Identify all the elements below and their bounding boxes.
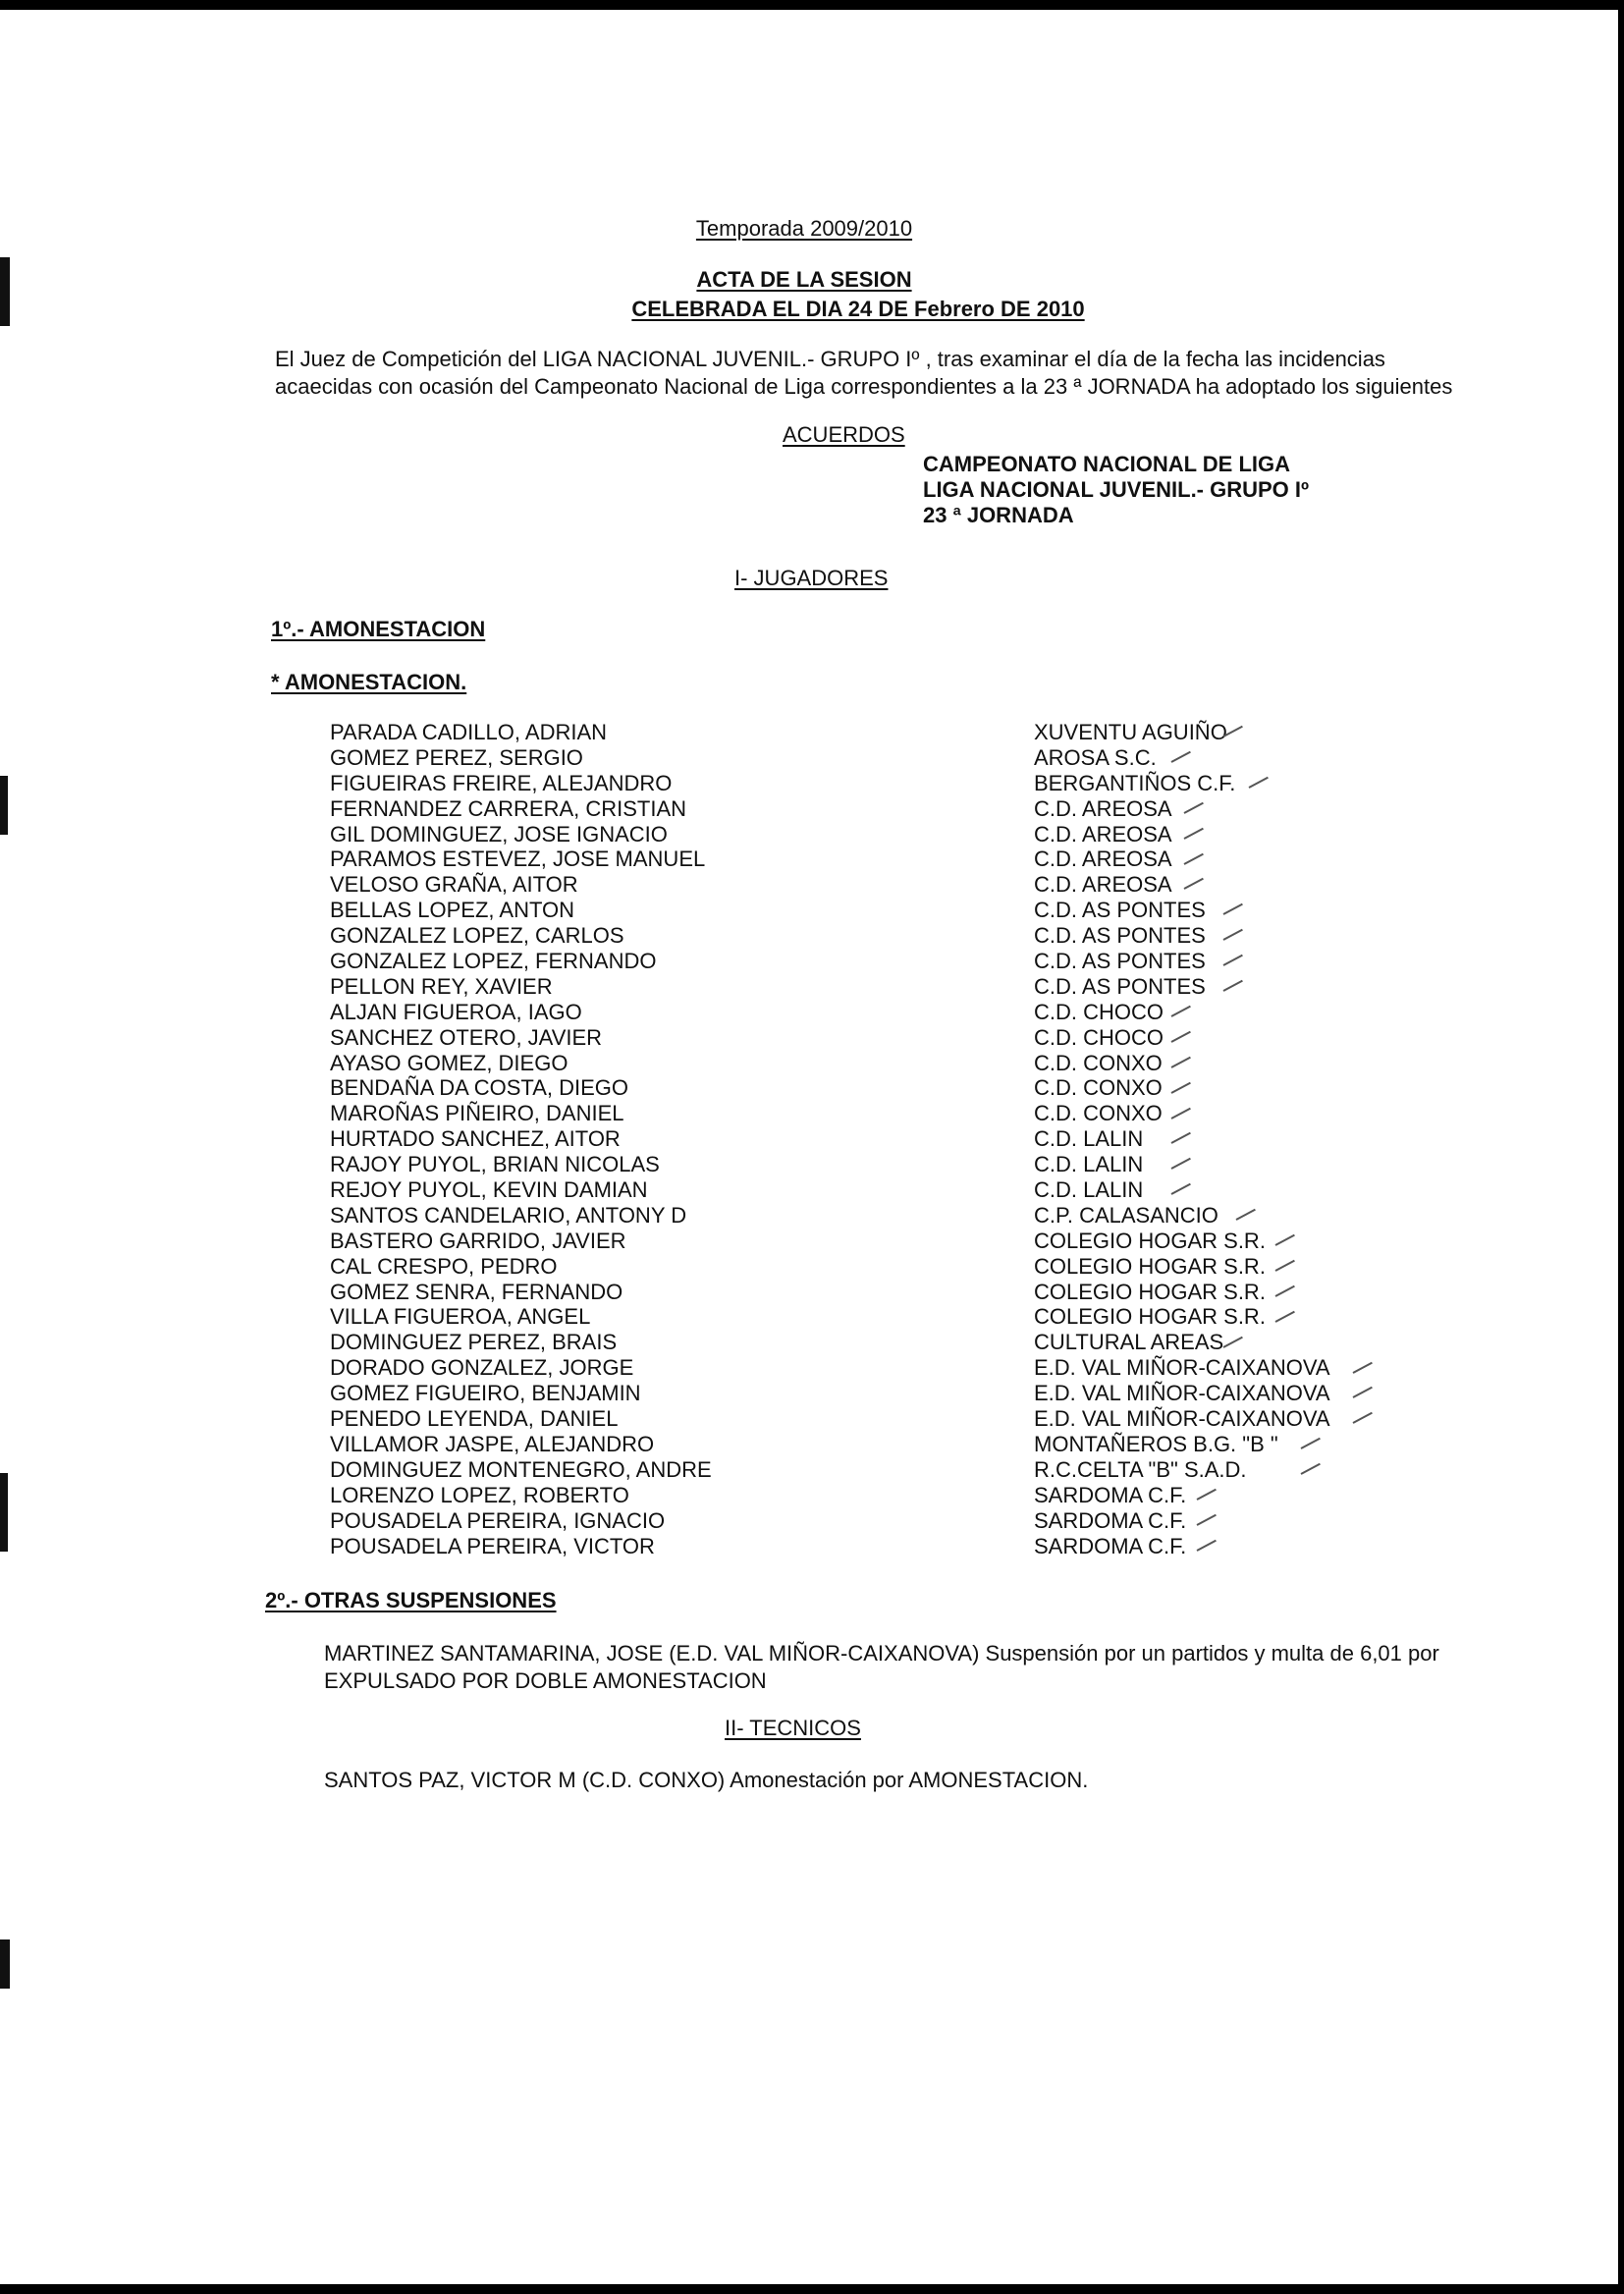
scan-border-right (1618, 0, 1624, 2294)
player-club: R.C.CELTA "B" S.A.D. (1034, 1456, 1247, 1482)
player-name: GIL DOMINGUEZ, JOSE IGNACIO (330, 821, 668, 847)
player-club: COLEGIO HOGAR S.R. (1034, 1304, 1266, 1330)
scan-border-top (0, 0, 1624, 10)
player-name: VILLA FIGUEROA, ANGEL (330, 1304, 591, 1330)
player-name: PARADA CADILLO, ADRIAN (330, 720, 608, 744)
scan-edge-mark (0, 776, 8, 835)
player-name: VELOSO GRAÑA, AITOR (330, 872, 578, 898)
player-club: C.D. CONXO (1034, 1050, 1163, 1075)
heading-amonestacion: 1º.- AMONESTACION (271, 617, 486, 641)
player-club: C.D. AREOSA (1034, 847, 1172, 872)
competition-league: LIGA NACIONAL JUVENIL.- GRUPO Iº (923, 477, 1310, 502)
player-club: C.D. AS PONTES (1034, 973, 1206, 999)
scan-edge-mark (0, 1939, 10, 1989)
suspension-line-1: MARTINEZ SANTAMARINA, JOSE (E.D. VAL MIÑOR-CAIXANOVA) Suspensión por un partidos y multa de 6,01 por (324, 1641, 1439, 1666)
player-name: VILLAMOR JASPE, ALEJANDRO (330, 1431, 655, 1456)
intro-line-1: El Juez de Competición del LIGA NACIONAL JUVENIL.- GRUPO Iº , tras examinar el día de la fecha las incidencias (275, 347, 1385, 371)
player-name: BELLAS LOPEZ, ANTON (330, 898, 575, 923)
season-title: Temporada 2009/2010 (695, 216, 913, 241)
player-club: C.D. AREOSA (1034, 821, 1172, 847)
player-club: C.D. AS PONTES (1034, 898, 1206, 923)
player-name: BASTERO GARRIDO, JAVIER (330, 1228, 626, 1253)
section-technicians: II- TECNICOS (725, 1716, 861, 1740)
player-club: COLEGIO HOGAR S.R. (1034, 1253, 1266, 1279)
player-name: SANCHEZ OTERO, JAVIER (330, 1024, 603, 1050)
player-club: CULTURAL AREAS (1034, 1330, 1224, 1355)
player-name: DORADO GONZALEZ, JORGE (330, 1355, 634, 1381)
player-name: HURTADO SANCHEZ, AITOR (330, 1126, 621, 1152)
player-name: AYASO GOMEZ, DIEGO (330, 1050, 568, 1075)
player-name: GONZALEZ LOPEZ, FERNANDO (330, 949, 657, 974)
player-name: GONZALEZ LOPEZ, CARLOS (330, 923, 624, 949)
player-name: RAJOY PUYOL, BRIAN NICOLAS (330, 1152, 660, 1177)
player-name: SANTOS CANDELARIO, ANTONY D (330, 1202, 687, 1228)
player-club: C.P. CALASANCIO (1034, 1202, 1218, 1228)
subheading-amonestacion: * AMONESTACION. (271, 670, 467, 694)
suspension-line-2: EXPULSADO POR DOBLE AMONESTACION (324, 1668, 767, 1693)
competition-name: CAMPEONATO NACIONAL DE LIGA (923, 452, 1291, 476)
player-name: REJOY PUYOL, KEVIN DAMIAN (330, 1177, 648, 1203)
player-club-list (1034, 720, 1544, 1558)
scan-edge-mark (0, 1473, 8, 1552)
player-club: C.D. LALIN (1034, 1177, 1144, 1203)
player-name: POUSADELA PEREIRA, VICTOR (330, 1533, 655, 1558)
player-club: MONTAÑEROS B.G. "B " (1034, 1431, 1278, 1456)
player-club: AROSA S.C. (1034, 744, 1157, 770)
player-name: ALJAN FIGUEROA, IAGO (330, 999, 582, 1024)
scan-border-bottom (0, 2284, 1624, 2294)
player-club: XUVENTU AGUIÑO (1034, 720, 1227, 744)
player-name: GOMEZ SENRA, FERNANDO (330, 1279, 623, 1304)
player-name: MAROÑAS PIÑEIRO, DANIEL (330, 1101, 624, 1126)
player-name: PENEDO LEYENDA, DANIEL (330, 1406, 619, 1432)
player-club: COLEGIO HOGAR S.R. (1034, 1279, 1266, 1304)
technician-line: SANTOS PAZ, VICTOR M (C.D. CONXO) Amonestación por AMONESTACION. (324, 1768, 1089, 1792)
acta-title: ACTA DE LA SESION (696, 267, 912, 292)
section-players: I- JUGADORES (734, 566, 889, 590)
player-name: FIGUEIRAS FREIRE, ALEJANDRO (330, 770, 673, 795)
player-club: E.D. VAL MIÑOR-CAIXANOVA (1034, 1355, 1330, 1381)
player-club: E.D. VAL MIÑOR-CAIXANOVA (1034, 1406, 1330, 1432)
player-name-list (330, 720, 958, 1558)
player-club: C.D. CONXO (1034, 1101, 1163, 1126)
player-club: C.D. CONXO (1034, 1075, 1163, 1101)
player-club: C.D. CHOCO (1034, 999, 1164, 1024)
player-name: CAL CRESPO, PEDRO (330, 1253, 558, 1279)
player-name: GOMEZ FIGUEIRO, BENJAMIN (330, 1381, 641, 1406)
player-club: C.D. AS PONTES (1034, 949, 1206, 974)
player-club: SARDOMA C.F. (1034, 1507, 1187, 1533)
player-club: C.D. AREOSA (1034, 872, 1172, 898)
player-club: SARDOMA C.F. (1034, 1482, 1187, 1507)
player-name: POUSADELA PEREIRA, IGNACIO (330, 1507, 666, 1533)
player-name: PELLON REY, XAVIER (330, 973, 553, 999)
intro-paragraph (275, 346, 1502, 401)
player-name: LORENZO LOPEZ, ROBERTO (330, 1482, 629, 1507)
acta-date: CELEBRADA EL DIA 24 DE Febrero DE 2010 (631, 297, 1085, 321)
player-club: C.D. LALIN (1034, 1126, 1144, 1152)
player-club: C.D. CHOCO (1034, 1024, 1164, 1050)
player-name: BENDAÑA DA COSTA, DIEGO (330, 1075, 628, 1101)
player-club: BERGANTIÑOS C.F. (1034, 770, 1236, 795)
heading-other-suspensions: 2º.- OTRAS SUSPENSIONES (265, 1588, 557, 1612)
player-name: FERNANDEZ CARRERA, CRISTIAN (330, 795, 687, 821)
suspension-paragraph (324, 1640, 1551, 1695)
competition-round: 23 ª JORNADA (923, 503, 1074, 527)
player-name: PARAMOS ESTEVEZ, JOSE MANUEL (330, 847, 706, 872)
player-name: DOMINGUEZ MONTENEGRO, ANDRE (330, 1456, 712, 1482)
player-name: DOMINGUEZ PEREZ, BRAIS (330, 1330, 618, 1355)
intro-line-2: acaecidas con ocasión del Campeonato Nacional de Liga correspondientes a la 23 ª JORNADA ha adoptado los siguientes (275, 374, 1453, 399)
player-club: C.D. LALIN (1034, 1152, 1144, 1177)
player-club: SARDOMA C.F. (1034, 1533, 1187, 1558)
player-club: E.D. VAL MIÑOR-CAIXANOVA (1034, 1381, 1330, 1406)
player-name: GOMEZ PEREZ, SERGIO (330, 744, 583, 770)
acuerdos-heading: ACUERDOS (783, 422, 905, 447)
player-club: C.D. AS PONTES (1034, 923, 1206, 949)
player-club: COLEGIO HOGAR S.R. (1034, 1228, 1266, 1253)
player-club: C.D. AREOSA (1034, 795, 1172, 821)
